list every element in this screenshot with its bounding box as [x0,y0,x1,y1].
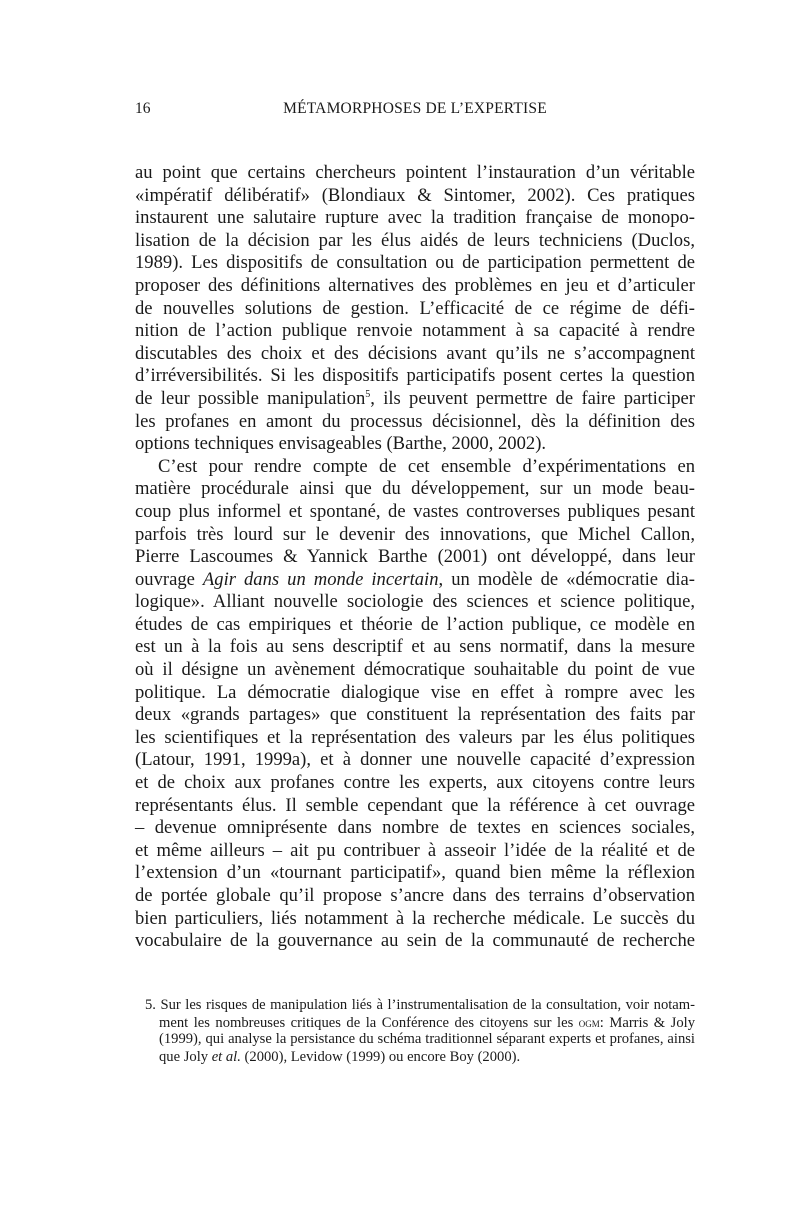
footnote-reference-5[interactable]: 5 [365,388,371,400]
text-line: C’est pour rendre compte de cet ensemble d’expérimentations en [158,455,695,477]
text-line: où il désigne un avènement démocratique souhaitable du point de vue [135,659,695,681]
text-line: et de choix aux profanes contre les experts, aux citoyens contre leurs [135,772,695,794]
text-line: et même ailleurs – ait pu contribuer à asseoir l’idée de la réalité et de [135,839,695,861]
text-line: d’irréversibilités. Si les dispositifs participatifs posent certes la question [135,365,695,387]
footnotes [135,997,695,1066]
text-line: représentants élus. Il semble cependant que la référence à cet ouvrage [135,794,695,816]
text-line: parfois très lourd sur le devenir des innovations, que Michel Callon, [135,523,695,545]
text-line: les scientifiques et la représentation des valeurs par les élus politiques [135,726,695,748]
text-line: l’extension d’un «tournant participatif», quand bien même la réflexion [135,862,695,884]
text-line-with-footnote-ref [135,388,695,411]
text-line: vocabulaire de la gouvernance au sein de la communauté de recherche [135,930,695,952]
paragraph-1 [135,162,695,456]
book-title: MÉTAMORPHOSES DE L’EXPERTISE [283,100,547,117]
text-line: coup plus informel et spontané, de vastes controverses publiques pesant [135,500,695,522]
footnote-line: (1999), qui analyse la persistance du schéma traditionnel séparant experts et profanes, ainsi [159,1031,695,1048]
text-segment: de leur possible manipulation [135,387,366,409]
text-line: de nouvelles solutions de gestion. L’efficacité de ce régime de défi- [135,297,695,319]
text-line: matière procédurale ainsi que du développement, sur un mode beau- [135,478,695,500]
text-line: au point que certains chercheurs pointent l’instauration d’un véritable [135,162,695,183]
footnote-line [135,1014,695,1031]
paragraph-2 [135,456,695,953]
text-line: «impératif délibératif» (Blondiaux & Sintomer, 2002). Ces pratiques [135,184,695,206]
text-segment: (2000), Levidow (1999) ou encore Boy (2000). [240,1048,521,1065]
text-line: instaurent une salutaire rupture avec la tradition française de monopo- [135,207,695,229]
text-line: deux «grands partages» que constituent la représentation des faits par [135,704,695,726]
body-text [135,162,695,953]
text-line: lisation de la décision par les élus aidés de leurs techniciens (Duclos, [135,229,695,251]
text-line: politique. La démocratie dialogique vise en effet à rompre avec les [135,681,695,703]
footnote-number: 5. [145,997,156,1013]
text-line: logique». Alliant nouvelle sociologie des sciences et science politique, [135,591,695,613]
text-line: nition de l’action publique renvoie notamment à sa capacité à rendre [135,320,695,342]
text-line: (Latour, 1991, 1999a), et à donner une nouvelle capacité d’expression [135,749,695,771]
text-segment: que Joly [159,1048,212,1065]
text-line: les profanes en amont du processus décisionnel, dès la définition des [135,410,695,432]
italic-book-title: Agir dans un monde incertain [202,568,439,590]
text-line: bien particuliers, liés notamment à la recherche médicale. Le succès du [135,907,695,929]
text-line: proposer des définitions alternatives des problèmes en jeu et d’articuler [135,274,695,296]
text-line: études de cas empiriques et théorie de l’action publique, ce modèle en [135,613,695,635]
text-line-with-italic-title [135,569,695,592]
italic-et-al: et al. [211,1048,241,1065]
text-line: – devenue omniprésente dans nombre de textes en sciences sociales, [135,817,695,839]
text-segment: ouvrage [135,568,203,590]
text-line: options techniques envisageables (Barthe, 2000, 2002). [135,433,547,455]
smallcaps-term: ogm [578,1015,600,1031]
text-segment: , ils peuvent permettre de faire participer [370,387,695,409]
text-segment: : Marris & Joly [599,1015,695,1032]
text-line: 1989). Les dispositifs de consultation ou de participation permettent de [135,252,695,274]
text-segment: , un modèle de «démocratie dia- [438,568,695,590]
running-head [135,98,695,120]
text-line: discutables des choix et des décisions avant qu’ils ne s’accompagnent [135,342,695,364]
text-line: de portée globale qu’il propose s’ancre dans des terrains d’observation [135,885,695,906]
footnote-line [135,1049,695,1066]
footnote-line [135,997,695,1014]
text-line: est un à la fois au sens descriptif et au sens normatif, dans la mesure [135,636,695,658]
text-line: Pierre Lascoumes & Yannick Barthe (2001) ont développé, dans leur [135,546,695,568]
page-number: 16 [135,100,151,117]
text-segment: Sur les risques de manipulation liés à l’instrumentalisation de la consultation, voir notam- [160,997,695,1013]
footnote-5 [135,997,695,1066]
text-segment: ment les nombreuses critiques de la Conférence des citoyens sur les [159,1015,579,1032]
